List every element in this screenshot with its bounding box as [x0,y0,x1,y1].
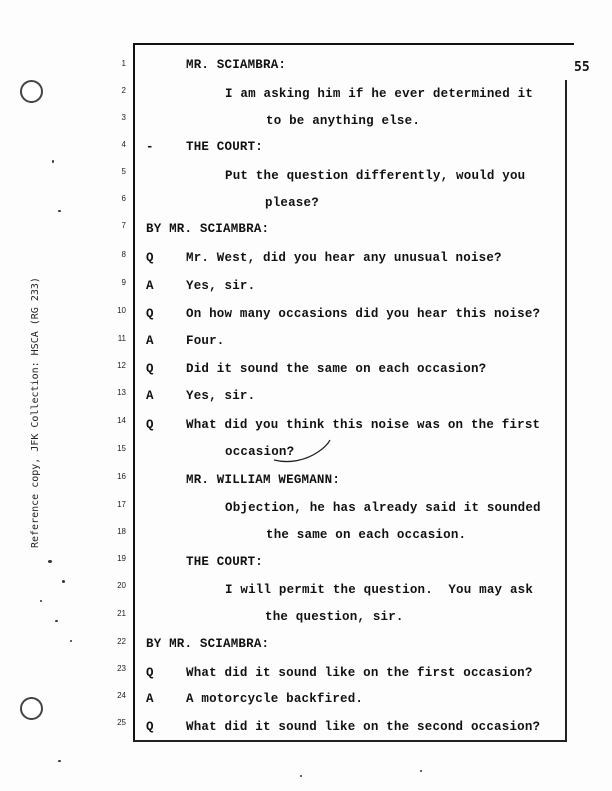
transcript-line: to be anything else. [266,114,421,128]
line-number: 21 [117,609,126,618]
transcript-line: What did it sound like on the first occasion? [186,666,533,680]
line-number: 11 [117,334,126,343]
transcript-line: I will permit the question. You may ask [225,583,534,597]
punch-hole-top [20,80,43,103]
line-prefix: Q [146,720,154,734]
line-number: 20 [117,581,126,590]
transcript-line: the same on each occasion. [266,528,467,542]
line-number: 19 [117,554,126,563]
line-prefix: - [146,140,154,154]
line-number: 6 [121,194,126,203]
scan-speck [420,770,422,772]
scan-speck [48,560,52,563]
line-prefix: A [146,692,154,706]
line-number: 1 [121,59,126,68]
archive-stamp: Reference copy, JFK Collection: HSCA (RG 233) [30,277,41,548]
punch-hole-bottom [20,697,43,720]
line-number: 7 [121,221,126,230]
line-prefix: A [146,389,154,403]
transcript-line: BY MR. SCIAMBRA: [146,222,270,236]
line-prefix: Q [146,418,154,432]
scan-speck [55,620,58,622]
scan-speck [62,580,65,583]
line-number: 4 [121,140,126,149]
page-number: 55 [574,60,590,75]
line-number: 10 [117,306,126,315]
line-number: 8 [121,250,126,259]
line-number: 3 [121,113,126,122]
scan-speck [70,640,72,642]
line-number: 13 [117,388,126,397]
transcript-line: I am asking him if he ever determined it [225,87,534,101]
line-number: 18 [117,527,126,536]
frame-left-border [133,43,135,740]
line-number: 9 [121,278,126,287]
line-number: 22 [117,637,126,646]
frame-right-border [565,80,567,740]
line-number: 24 [117,691,126,700]
line-number: 2 [121,86,126,95]
transcript-line: What did you think this noise was on the first [186,418,541,432]
line-number: 12 [117,361,126,370]
scan-speck [40,600,42,602]
transcript-line: please? [265,196,319,210]
line-prefix: Q [146,362,154,376]
line-prefix: Q [146,251,154,265]
transcript-line: Did it sound the same on each occasion? [186,362,487,376]
line-number: 17 [117,500,126,509]
line-number: 16 [117,472,126,481]
transcript-line: Put the question differently, would you [225,169,526,183]
scan-speck [58,760,61,762]
transcript-line: Four. [186,334,225,348]
transcript-line: Yes, sir. [186,279,256,293]
line-number: 14 [117,416,126,425]
transcript-line: occasion? [225,445,295,459]
scan-speck [300,775,302,777]
line-number: 23 [117,664,126,673]
line-prefix: Q [146,666,154,680]
transcript-line: Objection, he has already said it sounded [225,501,541,515]
transcript-line: MR. SCIAMBRA: [186,58,287,72]
transcript-line: MR. WILLIAM WEGMANN: [186,473,341,487]
transcript-line: On how many occasions did you hear this noise? [186,307,541,321]
scan-speck [52,160,54,163]
line-number: 5 [121,167,126,176]
transcript-line: What did it sound like on the second occasion? [186,720,541,734]
line-prefix: A [146,334,154,348]
line-number: 25 [117,718,126,727]
line-number: 15 [117,444,126,453]
transcript-line: THE COURT: [186,140,264,154]
line-prefix: A [146,279,154,293]
line-prefix: Q [146,307,154,321]
scan-speck [58,210,61,212]
transcript-line: the question, sir. [265,610,404,624]
handwritten-scribble [272,438,332,468]
transcript-line: THE COURT: [186,555,264,569]
transcript-line: Yes, sir. [186,389,256,403]
frame-bottom-border [133,740,567,742]
frame-top-border [133,43,574,45]
transcript-line: Mr. West, did you hear any unusual noise? [186,251,502,265]
transcript-line: A motorcycle backfired. [186,692,364,706]
transcript-line: BY MR. SCIAMBRA: [146,637,270,651]
